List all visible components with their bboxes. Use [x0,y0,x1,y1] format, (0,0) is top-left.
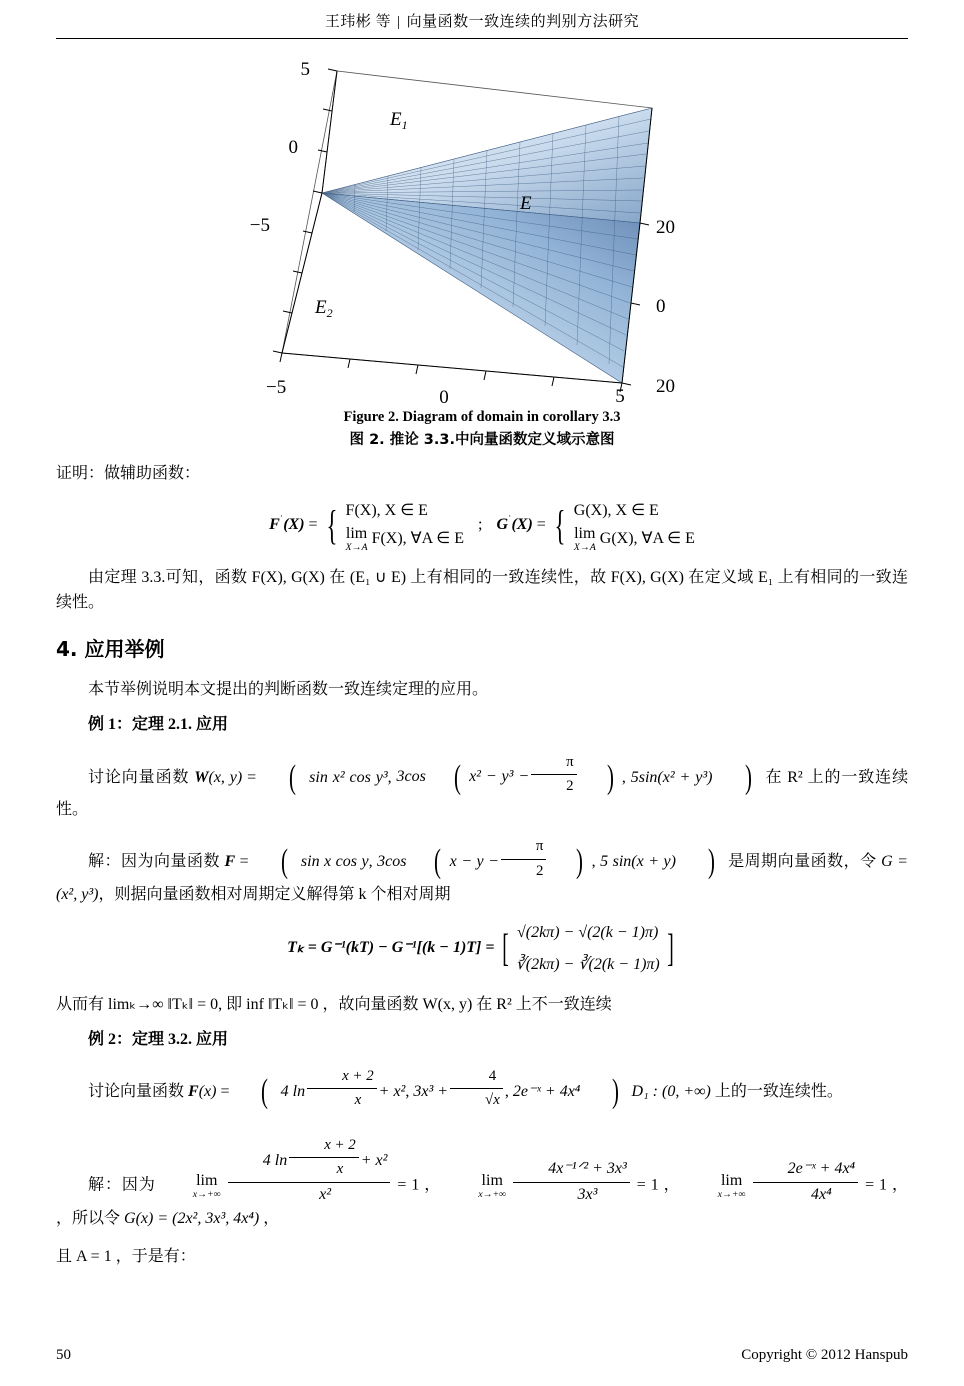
eq1-right-cases [574,497,695,554]
example-1-f-comp-2: 3cos ( x − y − $\frac{\pi}{2}$ ) [377,853,592,870]
example-2-lim-1: lim x→+∞ [192,1172,221,1200]
eq1-left-case1: F(X), X ∈ E [345,501,428,519]
axis-bottom-tick-1: 0 [439,387,449,403]
example-1-solution-mid: 是周期向量函数，令 [728,853,882,871]
example-2-f-arg: (x) [198,1083,217,1101]
example-2-lim-2: lim x→+∞ [478,1172,507,1200]
eq1-left-arg: (X) [283,515,305,533]
equation-relative-period [56,917,908,979]
eq1-left-lim: lim X→A [345,525,368,553]
axis-bottom-tick-2: 5 [615,386,625,403]
eq1-right-case2-rest: G(X), ∀A ∈ E [599,529,695,547]
example-2-question-suffix: 上的一致连续性。 [710,1083,843,1101]
eq1-right-arg: (X) [511,515,533,533]
example-2-solution-prefix: 解：因为 [88,1176,161,1194]
runhead-authors: 王玮彬 等 [324,14,392,30]
example-2-comp-1: 4 ln $\frac{x + 2}{x}$ + x² [281,1083,406,1100]
example-2-frac-2: $\frac{\text{4x⁻¹ᐟ² + 3x³}}{\text{3x³}}$ [513,1157,630,1208]
example-2-comp-3: 2e⁻ˣ + 4x⁴ [512,1083,581,1101]
example-1-comp-2: 3cos ( x² − y³ − $\frac{\pi}{2}$ ) [397,768,622,785]
matrix-rows [516,917,660,979]
example-1-solution: 解：因为向量函数 F = ( sin x cos y, 3cos ( x − y − $\frac{\pi}{2}$ ) , 5 sin(x + y) ) 是周期向量函数，令 G = (x², y³)，则据向量函数相对周期定义解得第 k 个相对周期 [56,838,908,903]
eq1-left-case2-rest: F(X), ∀A ∈ E [371,529,464,547]
example-1-f-comp-1: sin x cos y [300,853,369,871]
article-body [56,462,908,1270]
example-2-frac-1: 4 ln $\frac{x + 2}{x}$ + x² x² [228,1134,391,1207]
axis-left-tick-0: 5 [300,59,310,80]
figure-caption-zh: 图 2. 推论 3.3.中向量函数定义域示意图 [349,432,615,448]
axis-left-tick-1: 0 [288,137,298,158]
eq-tk-lhs: Tₖ = G⁻¹(kT) − G⁻¹[(k − 1)T] = [287,939,495,957]
example-1-f-comp-3: 5 sin(x + y) [600,853,676,871]
eq1-right-lim: lim X→A [573,525,596,553]
figure-2 [56,53,908,449]
example-1-solution-prefix: 解：因为向量函数 [88,853,225,871]
example-2-lim-3-value: = 1 [865,1176,888,1194]
example-2-heading: 例 2：定理 3.2. 应用 [88,1030,229,1048]
example-2-lim-1-value: = 1 [397,1176,420,1194]
example-2-solution-tail: ，所以令 [56,1210,125,1228]
copyright-notice: Copyright © 2012 Hanspub [741,1347,908,1363]
paragraph-theorem-3-3: 由定理 3.3.可知，函数 F(X), G(X) 在 (E₁ ∪ E) 上有相同的一致连续性，故 F(X), G(X) 在定义域 E₁ 上有相同的一致连续性。 [56,569,908,612]
example-2-lim-3: lim x→+∞ [717,1172,746,1200]
proof-label: 证明：做辅助函数： [56,465,201,482]
example-2-f: F [188,1083,199,1101]
example-2-question: 讨论向量函数 F(x) = ( 4 ln $\frac{x + 2}{x}$ + x², 3x³ + $\frac{4}{√x}$ , 2e⁻ˣ + 4x⁴ ) D₁ : (0, +∞) 上的一致连续性。 [56,1065,908,1112]
matrix-bracket-close: ] [667,926,674,970]
figure-caption-en: Figure 2. Diagram of domain in corollary 3.3 [343,409,621,425]
section-heading-4: 4. 应用举例 [56,636,165,661]
figure-label-e: E [520,193,532,214]
eq1-left-fn: F [269,515,280,533]
eq1-right-brace: { [554,501,566,548]
example-2-domain: D₁ : (0, +∞) [631,1083,711,1101]
matrix-bracket-open: [ [501,926,509,970]
axis-left-tick-2: −5 [249,215,270,236]
example-1-g-def: G = (x², y³) [56,853,908,903]
axis-right-tick-0: 20 [656,217,675,238]
header-rule [56,38,908,39]
example-1-conclusion: 从而有 limₖ→∞ ‖Tₖ‖ = 0, 即 inf ‖Tₖ‖ = 0 ，故向量函数 W(x, y) 在 R² 上不一致连续 [56,995,612,1013]
eq1-right-case2 [574,525,695,554]
example-1-w-args: (x, y) [208,768,243,786]
example-1-question-prefix: 讨论向量函数 [88,768,195,786]
example-2-comp-2: 3x³ + $\frac{4}{√x}$ [413,1083,504,1100]
runhead-title: 向量函数一致连续的判别方法研究 [406,14,640,30]
example-2-frac-3: $\frac{\text{2e⁻ˣ + 4x⁴}}{\text{4x⁴}}$ [753,1157,859,1208]
matrix-row-2: ∛(2kπ) − ∛(2(k − 1)π) [515,955,660,973]
figure-surface-plot [222,53,742,403]
example-1-heading: 例 1：定理 2.1. 应用 [88,715,229,733]
example-2-last-line: 且 A = 1 ，于是有： [56,1248,196,1266]
example-2-solution: 解：因为 lim x→+∞ 4 ln $\frac{x + 2}{x}$ + x² x² = 1 ， lim x→+∞ $\frac{\text{4x⁻¹ᐟ² + 3x³}}{\text{3x³}}$ = 1 ， lim x→+∞ $\frac{\text{2e⁻ˣ + 4x⁴}}{\text{4x⁴}}$ = 1 ， ，所以令 G(x) = (2x², 3x³, 4x⁴) ， [56,1134,908,1232]
example-2-gx-def: G(x) = (2x², 3x³, 4x⁴) [124,1210,260,1228]
eq1-right-fn: G [496,515,509,533]
running-head [56,0,908,31]
matrix-row-1: √(2kπ) − √(2(k − 1)π) [516,924,659,942]
paragraph-section-4-intro: 本节举例说明本文提出的判断函数一致连续定理的应用。 [88,680,489,698]
eq1-left-brace: { [326,501,338,548]
page-footer [56,1347,908,1364]
example-1-question-suffix: 在 R² 上的一致连续性。 [56,768,909,818]
eq1-right-prime: ˙ [508,514,512,526]
runhead-separator: | [397,14,401,30]
paren-close: ) [745,758,753,796]
eq1-left-cases [346,497,464,554]
eq1-right-case1: G(X), X ∈ E [573,501,659,519]
page-number: 50 [56,1347,71,1363]
example-1-question: 讨论向量函数 W(x, y) = ( sin x² cos y³, 3cos ( x² − y³ − $\frac{\pi}{2}$ ) , 5sin(x² + y³) ) 在 R² 上的一致连续性。 [56,753,909,818]
example-1-w: W [194,768,209,786]
example-1-comp-3: 5sin(x² + y³) [630,768,713,786]
axis-right-tick-1: 0 [656,296,666,317]
figure-label-e2: $E_2$ [315,297,333,320]
eq1-semicolon: ; [478,515,483,533]
example-1-f: F [224,853,236,871]
eq1-left-prime: ˙ [279,514,284,526]
paren-open: ( [289,758,297,796]
example-2-question-prefix: 讨论向量函数 [88,1083,189,1101]
figure-label-e1: $E_1$ [390,109,408,132]
example-1-comp-1: sin x² cos y³ [309,768,388,786]
axis-right-tick-2: 20 [656,376,675,397]
axis-bottom-tick-0: −5 [266,377,287,398]
example-1-solution-suffix: ，则据向量函数相对周期定义解得第 k 个相对周期 [98,885,451,903]
equation-auxiliary-functions: F˙(X) = { F(X), X ∈ E lim X→A F(X), ∀A ∈ E ; G˙(X) = { G(X), X ∈ E lim X→A G(X), ∀A ∈ E [56,497,908,554]
example-2-lim-2-value: = 1 [636,1176,659,1194]
eq1-left-case2 [346,525,464,554]
